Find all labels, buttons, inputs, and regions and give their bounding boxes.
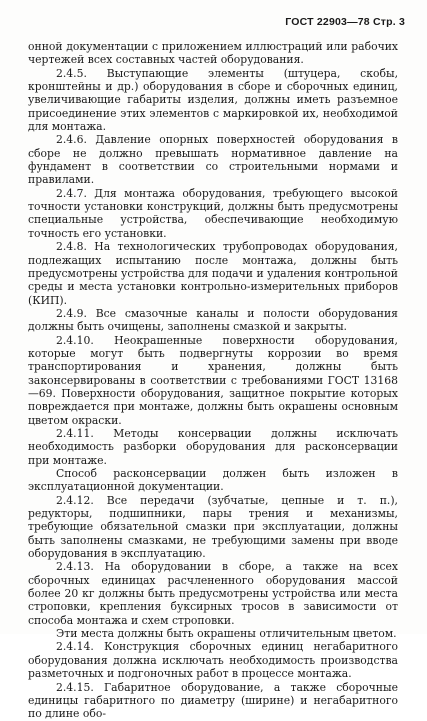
paragraph-2-4-11-note: Способ расконсервации должен быть изложен в эксплуатационной документации.: [28, 467, 398, 494]
paragraph-2-4-9: 2.4.9. Все смазочные каналы и полости оборудования должны быть очищены, заполнены смазкой и закрыты.: [28, 306, 398, 334]
page-number: Стр. 3: [372, 16, 405, 28]
paragraph-2-4-13-note: Эти места должны быть окрашены отличительным цветом.: [56, 627, 397, 641]
paragraph-2-4-15: 2.4.15. Габаритное оборудование, а также сборочные единицы габаритного по диаметру (ширине) и негабаритного по длине обо-: [28, 680, 398, 721]
paragraph-2-4-12: 2.4.12. Все передачи (зубчатые, цепные и т. п.), редукторы, подшипники, пары трения и механизмы, требующие обязательной смазки при эксплуатации, должны быть заполнены смазками, не требующими замены при вводе оборудования в эксплуатацию.: [28, 493, 398, 561]
page-header: [285, 16, 405, 28]
paragraph-2-4-13: 2.4.13. На оборудовании в сборе, а также на всех сборочных единицах расчлененного оборудования массой более 20 кг должны быть предусмотрены устройства или места строповки, крепления буксирных тросов в зависимости от способа монтажа и схем строповки.: [28, 560, 398, 627]
paragraph-2-4-8: 2.4.8. На технологических трубопроводах оборудования, подлежащих испытанию после монтажа, должны быть предусмотрены устройства для подачи и удаления контрольной среды и места установки контрольно-измерительных приборов (КИП).: [28, 240, 398, 307]
paragraph-continuation: онной документации с приложением иллюстраций или рабочих чертежей всех составных частей оборудования.: [28, 40, 398, 67]
paragraph-2-4-5: 2.4.5. Выступающие элементы (штуцера, скобы, кронштейны и др.) оборудования в сборе и сборочных единиц, увеличивающие габариты изделия, должны иметь разъемное присоединение этих элементов с маркировкой их, необходимой для монтажа.: [28, 66, 398, 134]
paragraph-2-4-14: 2.4.14. Конструкция сборочных единиц негабаритного оборудования должна исключать необходимость производства разметочных и подгоночных работ в процессе монтажа.: [28, 640, 398, 681]
standard-number: ГОСТ 22903—78: [285, 16, 370, 28]
paragraph-2-4-10: 2.4.10. Неокрашенные поверхности оборудования, которые могут быть подвергнуты коррозии во время транспортирования и хранения, должны быть законсервированы в соответствии с требованиями ГОСТ 13168—69. Поверхности оборудования, защитное покрытие которых повреждается при монтаже, должны быть окрашены основным цветом окраски.: [28, 333, 398, 427]
document-body: [28, 40, 398, 721]
paragraph-2-4-11: 2.4.11. Методы консервации должны исключать необходимость разборки оборудования для расконсервации при монтаже.: [28, 426, 398, 467]
paragraph-2-4-7: 2.4.7. Для монтажа оборудования, требующего высокой точности установки конструкций, должны быть предусмотрены специальные устройства, обеспечивающие необходимую точность его установки.: [28, 186, 398, 240]
paragraph-2-4-6: 2.4.6. Давление опорных поверхностей оборудования в сборе не должно превышать нормативное давление на фундамент в соответствии со строительными нормами и правилами.: [28, 133, 398, 187]
